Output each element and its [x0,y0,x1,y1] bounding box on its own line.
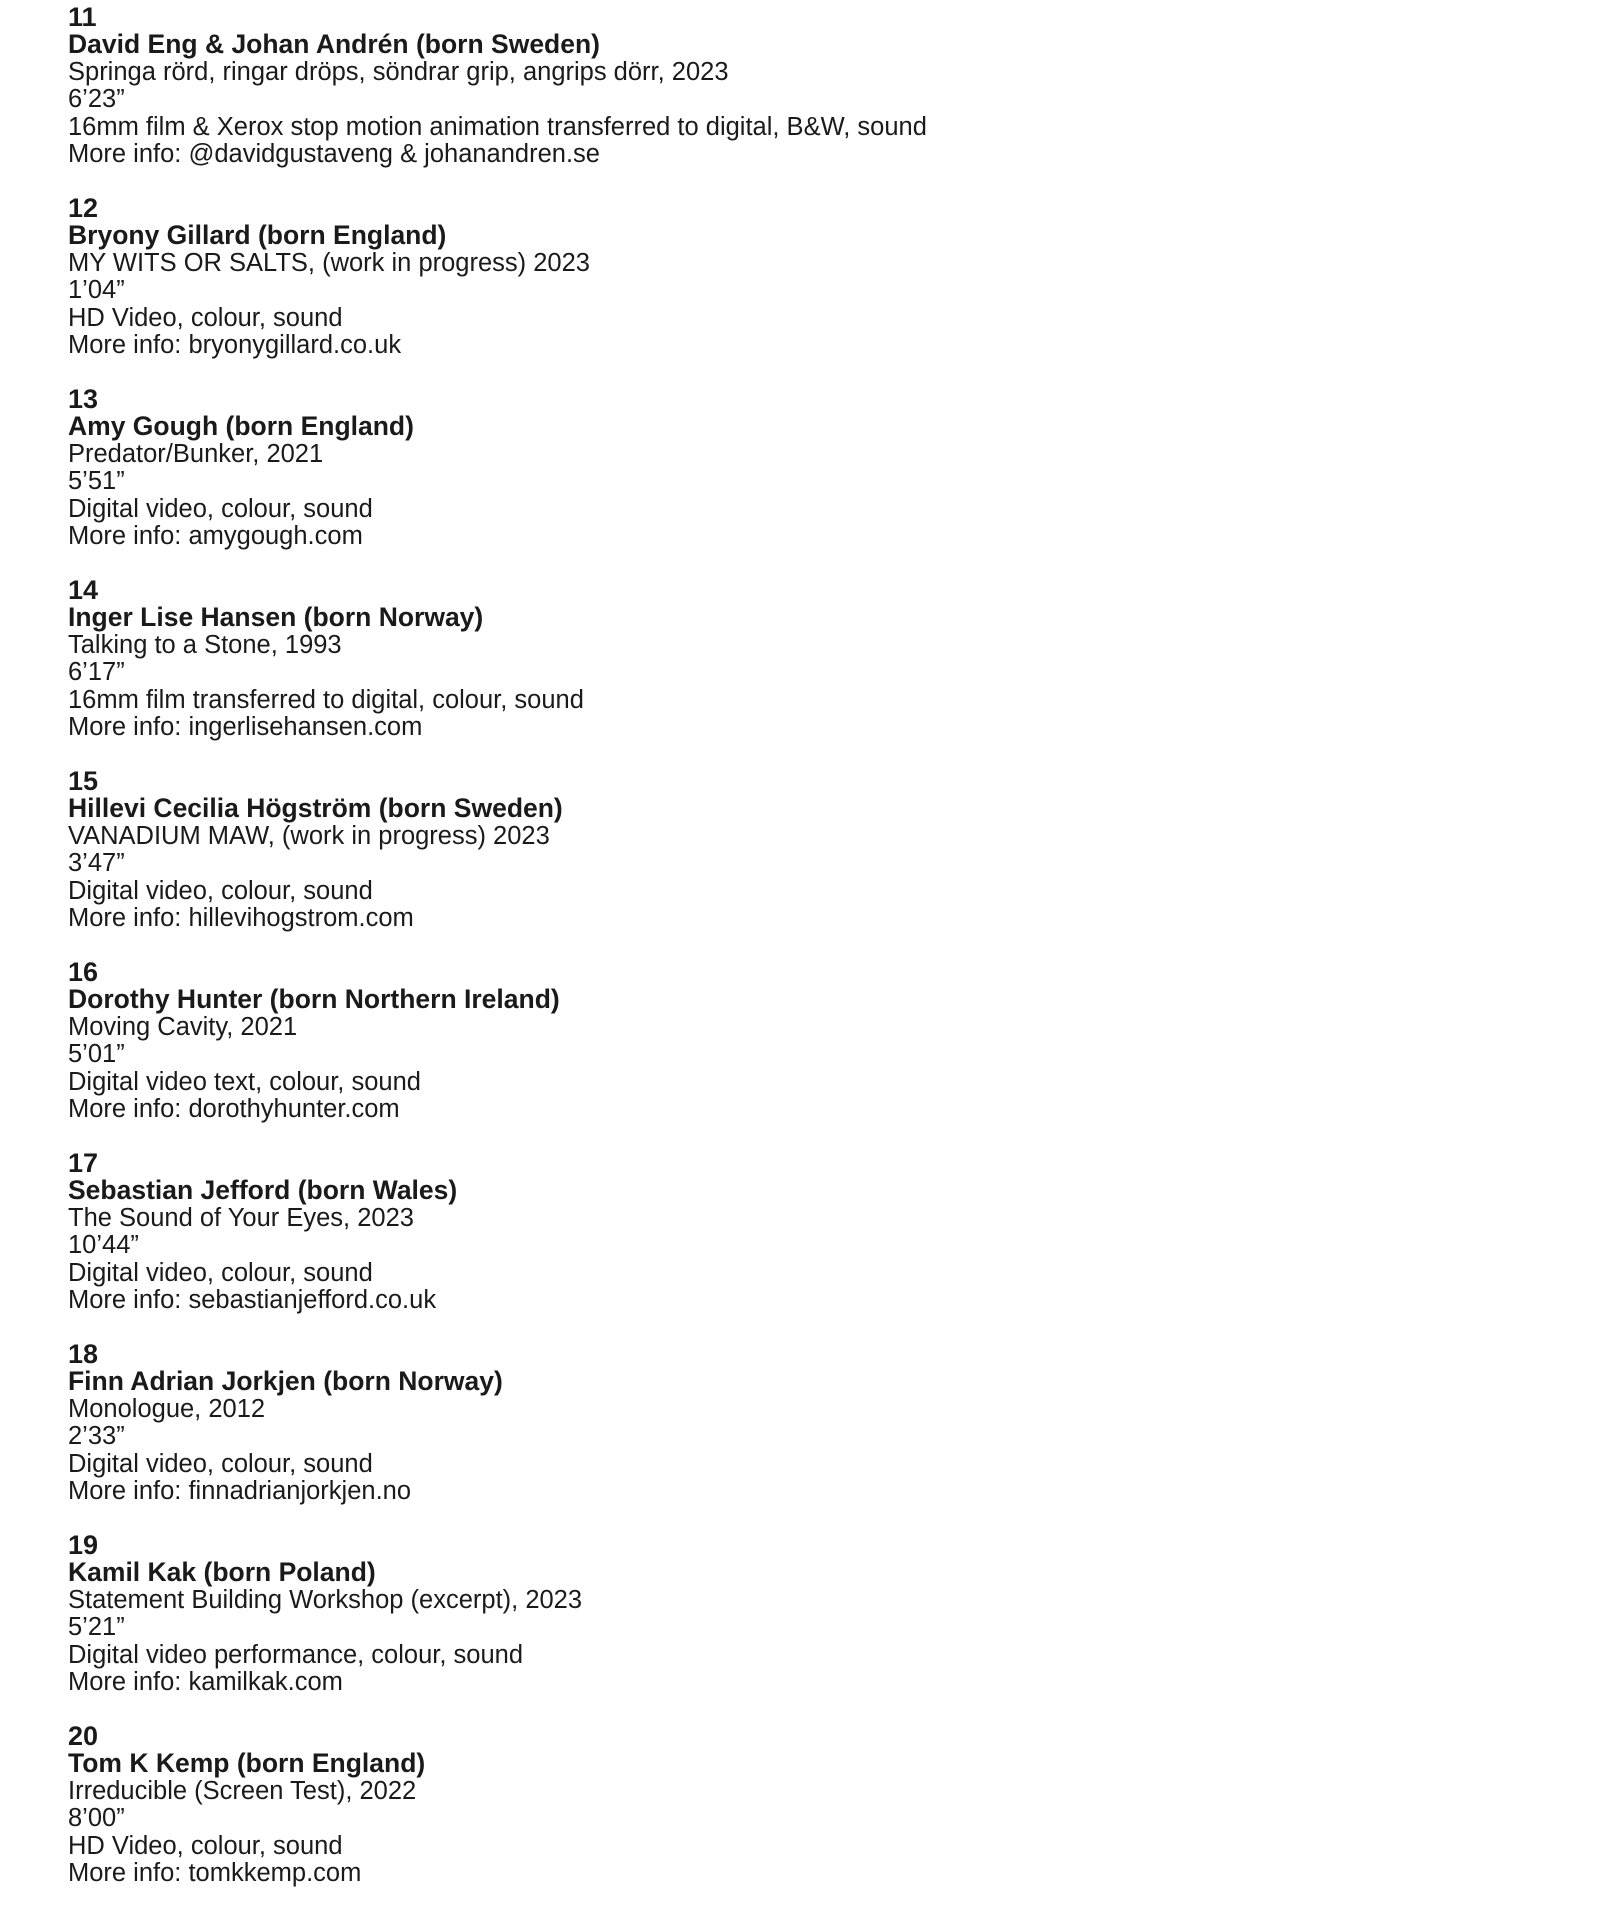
work-medium: Digital video, colour, sound [68,494,373,523]
programme-entry [68,4,1468,195]
work-duration: 5’21” [68,1613,125,1642]
work-title: Talking to a Stone, 1993 [68,630,342,659]
work-duration: 5’51” [68,467,125,496]
more-info: More info: ingerlisehansen.com [68,713,423,742]
work-medium: 16mm film transferred to digital, colour, sound [68,685,584,714]
work-medium: Digital video, colour, sound [68,876,373,905]
work-duration: 1’04” [68,276,125,305]
work-title: MY WITS OR SALTS, (work in progress) 2023 [68,248,590,277]
entry-number: 14 [68,575,99,605]
entry-number: 11 [68,2,97,32]
work-title: Monologue, 2012 [68,1394,266,1423]
work-title: Springa rörd, ringar dröps, söndrar grip, angrips dörr, 2023 [68,57,729,86]
work-duration: 3’47” [68,849,125,878]
artist-name: Kamil Kak (born Poland) [68,1557,376,1588]
more-info: More info: kamilkak.com [68,1668,343,1697]
work-title: Predator/Bunker, 2021 [68,439,324,468]
more-info: More info: tomkkemp.com [68,1859,362,1888]
work-medium: Digital video, colour, sound [68,1258,373,1287]
artist-name: Hillevi Cecilia Högström (born Sweden) [68,793,563,824]
entry-number: 12 [68,193,99,223]
entry-number: 18 [68,1339,99,1369]
entry-number: 20 [68,1721,99,1751]
work-title: Moving Cavity, 2021 [68,1012,298,1041]
more-info: More info: dorothyhunter.com [68,1095,400,1124]
work-title: Irreducible (Screen Test), 2022 [68,1776,417,1805]
artist-name: Finn Adrian Jorkjen (born Norway) [68,1366,503,1397]
artist-name: Dorothy Hunter (born Northern Ireland) [68,984,560,1015]
more-info: More info: sebastianjefford.co.uk [68,1286,437,1315]
work-title: VANADIUM MAW, (work in progress) 2023 [68,821,550,850]
work-medium: HD Video, colour, sound [68,303,343,332]
programme-entry [68,1532,1468,1723]
work-medium: HD Video, colour, sound [68,1831,343,1860]
programme-entry [68,1723,1468,1914]
programme-entry [68,195,1468,386]
more-info: More info: hillevihogstrom.com [68,904,414,933]
work-medium: Digital video performance, colour, sound [68,1640,524,1669]
more-info: More info: amygough.com [68,522,363,551]
programme-entry [68,959,1468,1150]
work-duration: 2’33” [68,1422,125,1451]
work-duration: 8’00” [68,1804,125,1833]
work-duration: 6’17” [68,658,125,687]
work-medium: Digital video text, colour, sound [68,1067,421,1096]
artist-name: Amy Gough (born England) [68,411,414,442]
programme-entry [68,1150,1468,1341]
programme-entry [68,768,1468,959]
entry-number: 16 [68,957,99,987]
artist-name: Sebastian Jefford (born Wales) [68,1175,458,1206]
programme-entry [68,577,1468,768]
programme-entry [68,1341,1468,1532]
work-duration: 10’44” [68,1231,139,1260]
artist-name: Inger Lise Hansen (born Norway) [68,602,484,633]
programme-entry [68,386,1468,577]
artist-name: David Eng & Johan Andrén (born Sweden) [68,29,600,60]
programme-list [68,4,1468,1914]
entry-number: 15 [68,766,99,796]
work-medium: Digital video, colour, sound [68,1449,373,1478]
artist-name: Tom K Kemp (born England) [68,1748,426,1779]
work-medium: 16mm film & Xerox stop motion animation transferred to digital, B&W, sound [68,112,927,141]
entry-number: 19 [68,1530,99,1560]
more-info: More info: @davidgustaveng & johanandren.se [68,140,600,169]
work-title: The Sound of Your Eyes, 2023 [68,1203,414,1232]
work-title: Statement Building Workshop (excerpt), 2023 [68,1585,583,1614]
work-duration: 6’23” [68,85,125,114]
more-info: More info: finnadrianjorkjen.no [68,1477,412,1506]
work-duration: 5’01” [68,1040,125,1069]
more-info: More info: bryonygillard.co.uk [68,331,402,360]
entry-number: 13 [68,384,99,414]
entry-number: 17 [68,1148,99,1178]
artist-name: Bryony Gillard (born England) [68,220,447,251]
